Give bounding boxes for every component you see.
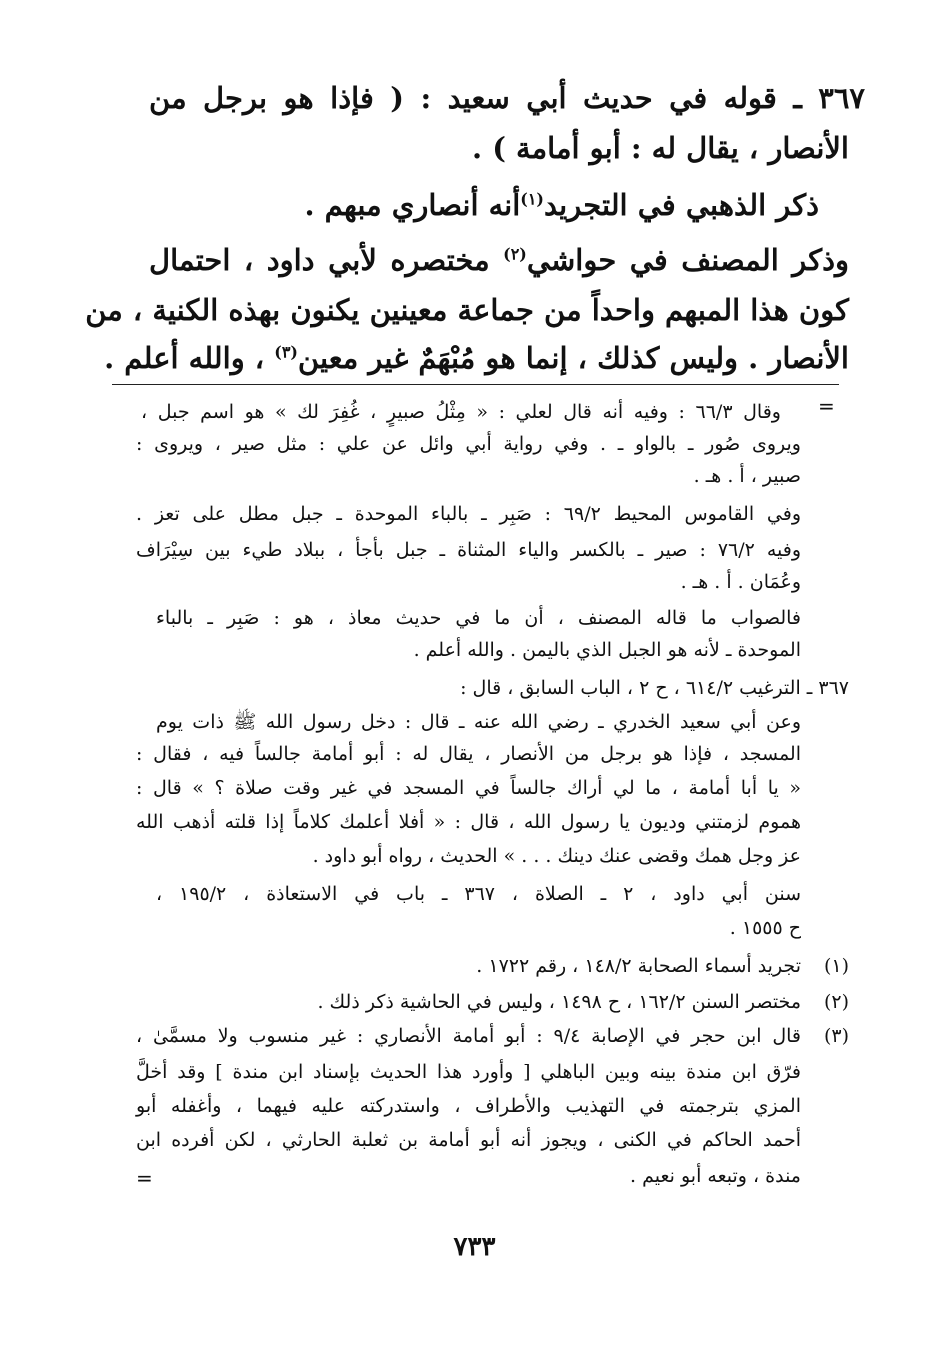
note-line-9: ٣٦٧ ـ الترغيب ٦١٤/٢ ، ح ٢ ، الباب السابق ، قال : [460,677,849,699]
note-line-13: هموم لزمتني وديون يا رسول الله ، قال : « أفلا أعلمك كلاماً إذا قلته أذهب الله [136,811,801,833]
note-line-11: المسجد ، فإذا هو برجل من الأنصار ، يقال له : أبو أمامة جالساً فيه ، فقال : [136,743,801,765]
continuation-marker: = [818,394,835,418]
note-line-4: وفي القاموس المحيط ٦٩/٢ : صَبِر ـ بالباء الموحدة ـ جبل مطل على تعز . [136,503,802,525]
main-line-6 [104,338,849,378]
footnote-3-line-2: فرّق ابن مندة بينه وبين الباهلي [ وأورد هذا الحديث بإسناد ابن مندة ] وقد أخلَّ [136,1061,801,1083]
page-number: ٧٣٣ [453,1232,496,1262]
note-line-5: وفيه ٧٦/٢ : صير ـ بالكسر والياء المثناة ـ جبل بأجأ ، ببلاد طيء بين سِيْرَاف [136,539,802,561]
footnote-1-text: تجريد أسماء الصحابة ١٤٨/٢ ، رقم ١٧٢٢ . [476,955,801,977]
footnote-ref-2: (٢) [503,244,527,264]
note-line-14: عز وجل همك وقضى عنك دينك . . . » الحديث ، رواه أبو داود . [312,845,801,867]
note-line-3: صبير ، أ . هـ . [693,465,801,487]
main-line-6-b: ، والله أعلم . [104,341,275,375]
note-line-12: « يا أبا أمامة ، ما لي أراك جالساً في المسجد في غير وقت صلاة ؟ » قال : [136,777,801,799]
footnote-ref-3: (٣) [274,342,298,362]
end-continuation-marker: = [136,1166,153,1190]
main-line-3-b: أنه أنصاري مبهم . [304,188,521,222]
footnote-separator [112,384,839,385]
note-line-6: وعُمَان . أ . هـ . [680,571,801,593]
note-line-1: وقال ٦٦/٣ : وفيه أنه قال لعلي : « مِثْلُ صبيرٍ ، غُفِرَ لك » هو اسم جبل ، [141,401,781,423]
main-line-3-a: ذكر الذهبي في التجريد [543,188,819,222]
footnote-3-line-5: مندة ، وتبعه أبو نعيم . [630,1165,801,1187]
note-line-2: ويروى صُور ـ بالواو ـ . وفي رواية أبي وائل عن علي : مثل صير ، ويروى : [136,433,801,455]
footnote-3-line-4: أحمد الحاكم في الكنى ، ويجوز أنه أبو أمامة بن ثعلبة الحارثي ، لكن أفرده ابن [136,1129,801,1151]
main-line-5: كون هذا المبهم واحداً من جماعة معينين يكنون بهذه الكنية ، من [85,293,849,327]
footnote-2-text: مختصر السنن ١٦٢/٢ ، ح ١٤٩٨ ، وليس في الحاشية ذكر ذلك . [317,991,801,1013]
note-line-16: ح ١٥٥٥ . [729,917,801,939]
footnote-1-number: (١) [823,955,849,977]
footnote-3-number: (٣) [823,1025,849,1047]
main-line-2: الأنصار ، يقال له : أبو أمامة ) . [472,131,849,165]
footnote-ref-1: (١) [520,189,544,209]
main-line-4-a: وذكر المصنف في حواشي [526,243,849,277]
main-line-4 [149,240,849,280]
note-line-10: وعن أبي سعيد الخدري ـ رضي الله عنه ـ قال : دخل رسول الله ﷺ ذات يوم [156,711,801,733]
main-line-6-a: الأنصار . وليس كذلك ، إنما هو مُبْهَمٌ غير معين [297,341,849,375]
footnote-3-line-3: المزي بترجمته في التهذيب والأطراف ، واستدركته عليه فيهما ، وأغفله أبو [136,1095,801,1117]
note-line-7: فالصواب ما قاله المصنف ، أن ما في حديث معاذ ، هو : صَبِر ـ بالباء [156,607,801,629]
footnote-2-number: (٢) [823,991,849,1013]
note-line-15: سنن أبي داود ، ٢ ـ الصلاة ، ٣٦٧ ـ باب في الاستعاذة ، ١٩٥/٢ ، [156,883,801,905]
main-line-1: ٣٦٧ ـ قوله في حديث أبي سعيد : ( فإذا هو برجل من [149,81,865,115]
footnote-3-line-1: قال ابن حجر في الإصابة ٩/٤ : أبو أمامة الأنصاري : غير منسوب ولا مسمَّىٰ ، [136,1025,802,1047]
main-line-3 [149,185,819,225]
main-line-4-b: مختصره لأبي داود ، احتمال [149,243,504,277]
note-line-8: الموحدة ـ لأنه هو الجبل الذي باليمن . والله أعلم . [413,639,801,661]
